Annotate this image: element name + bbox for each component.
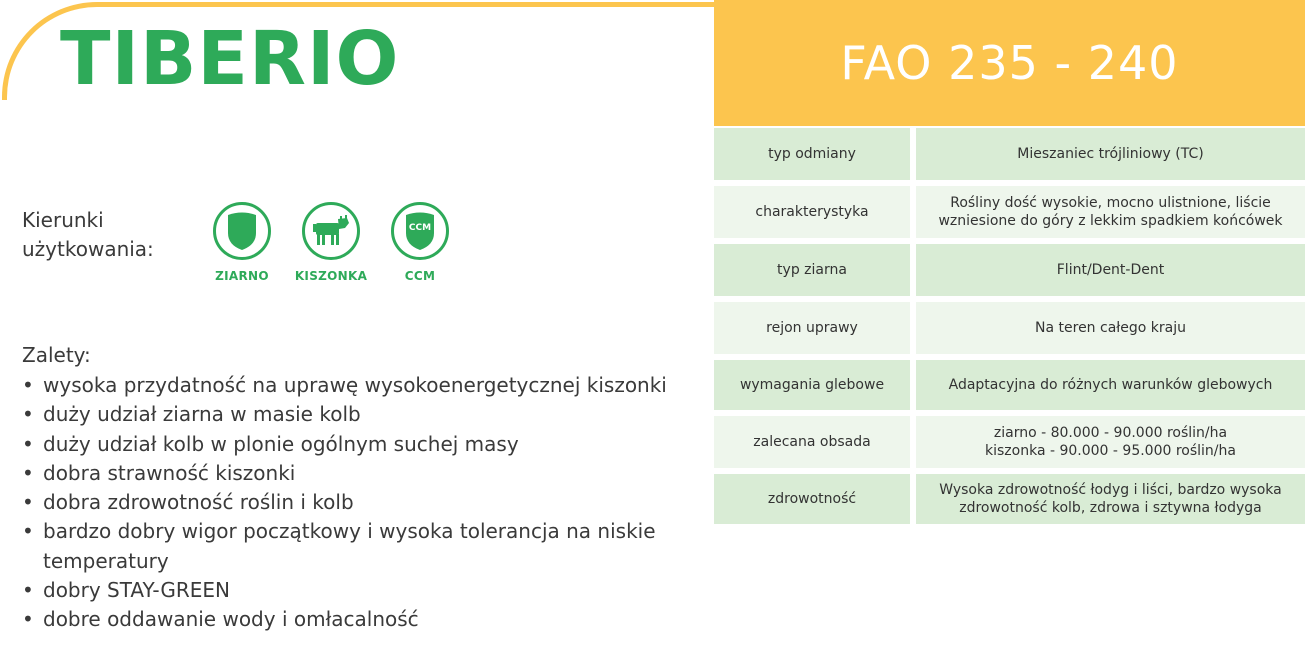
cow-icon xyxy=(302,202,360,260)
spec-value xyxy=(916,302,1305,354)
arc-mask xyxy=(0,100,20,300)
badge-label: CCM xyxy=(404,269,436,283)
spec-value xyxy=(916,244,1305,296)
spec-row xyxy=(714,416,1305,468)
badge-label: KISZONKA xyxy=(294,269,368,283)
spec-row xyxy=(714,186,1305,238)
advantage-item: • bardzo dobry wigor początkowy i wysoka tolerancja na niskie temperatury xyxy=(22,517,682,576)
usage-label-line1: Kierunki xyxy=(22,208,104,232)
advantage-item: • wysoka przydatność na uprawę wysokoenergetycznej kiszonki xyxy=(22,371,682,400)
spec-value-line: Adaptacyjna do różnych warunków glebowych xyxy=(948,377,1273,393)
badge-label: ZIARNO xyxy=(215,269,269,283)
spec-value-line: ziarno - 80.000 - 90.000 roślin/ha xyxy=(993,425,1228,441)
spec-value-line: Mieszaniec trójliniowy (TC) xyxy=(1017,146,1204,162)
fao-banner xyxy=(714,0,1305,126)
usage-badge-ccm xyxy=(380,202,460,283)
spec-value xyxy=(916,416,1305,468)
spec-key: typ ziarna xyxy=(714,244,910,296)
spec-row xyxy=(714,128,1305,180)
spec-row xyxy=(714,474,1305,524)
spec-value-line: zdrowotność kolb, zdrowa i sztywna łodyga xyxy=(959,500,1262,516)
spec-value xyxy=(916,474,1305,524)
usage-label-line2: użytkowania: xyxy=(22,237,154,261)
spec-row xyxy=(714,302,1305,354)
spec-key: zalecana obsada xyxy=(714,416,910,468)
advantages-label: Zalety: xyxy=(22,343,91,367)
usage-label xyxy=(22,206,154,264)
advantage-item: • dobra zdrowotność roślin i kolb xyxy=(22,488,682,517)
advantage-item: • dobry STAY-GREEN xyxy=(22,576,682,605)
spec-value-line: Na teren całego kraju xyxy=(1035,320,1186,336)
spec-value xyxy=(916,128,1305,180)
advantage-item: • duży udział ziarna w masie kolb xyxy=(22,400,682,429)
spec-key: rejon uprawy xyxy=(714,302,910,354)
spec-value-line: Rośliny dość wysokie, mocno ulistnione, liście xyxy=(950,195,1271,211)
spec-key: charakterystyka xyxy=(714,186,910,238)
advantages-list xyxy=(22,371,682,635)
spec-value xyxy=(916,186,1305,238)
specs-table xyxy=(714,128,1305,530)
fao-value: FAO 235 - 240 xyxy=(840,36,1179,90)
ccm-icon-text: CCM xyxy=(408,223,432,233)
spec-key: zdrowotność xyxy=(714,474,910,524)
product-title: TIBERIO xyxy=(60,16,400,102)
spec-value-line: Wysoka zdrowotność łodyg i liści, bardzo wysoka xyxy=(939,482,1282,498)
spec-row xyxy=(714,244,1305,296)
usage-badge-ziarno xyxy=(202,202,282,283)
spec-value-line: Flint/Dent-Dent xyxy=(1056,262,1165,278)
advantage-item: • dobre oddawanie wody i omłacalność xyxy=(22,605,682,634)
grain-kernel-icon xyxy=(213,202,271,260)
advantage-item: • duży udział kolb w plonie ogólnym suchej masy xyxy=(22,430,682,459)
spec-value-line: kiszonka - 90.000 - 95.000 roślin/ha xyxy=(985,443,1236,459)
spec-key: wymagania glebowe xyxy=(714,360,910,410)
spec-value-line: wzniesione do góry z lekkim spadkiem końcówek xyxy=(938,213,1283,229)
spec-key: typ odmiany xyxy=(714,128,910,180)
spec-row xyxy=(714,360,1305,410)
advantage-item: • dobra strawność kiszonki xyxy=(22,459,682,488)
usage-badge-kiszonka xyxy=(291,202,371,283)
spec-value xyxy=(916,360,1305,410)
ccm-icon xyxy=(391,202,449,260)
